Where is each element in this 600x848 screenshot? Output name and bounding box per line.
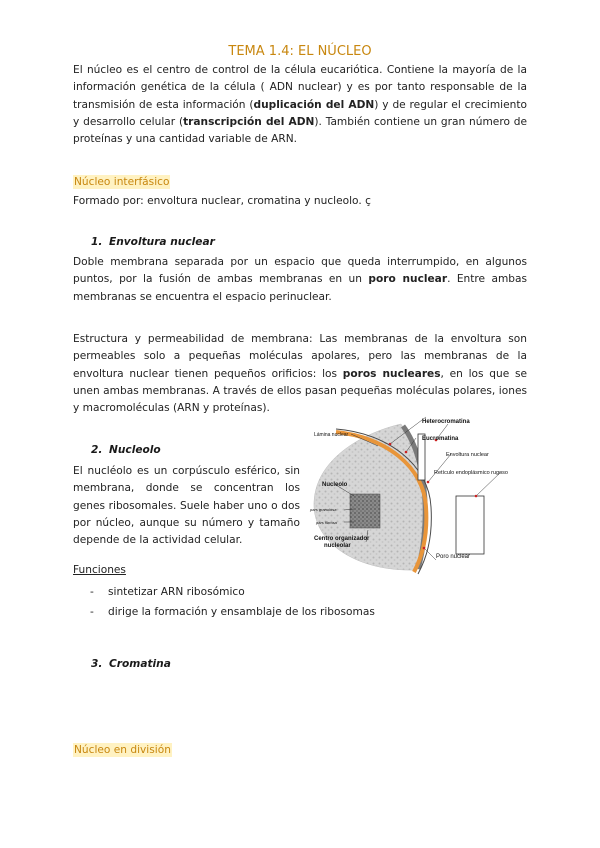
subheading-label: Cromatina (109, 658, 171, 670)
intro-text-3: ). También contiene un gran número de proteínas y una cantidad variable de ARN. (73, 115, 527, 146)
label-heterocromatina: Heterocromatina (422, 419, 470, 425)
intro-bold-2: transcripción del ADN (183, 115, 315, 128)
envoltura-paragraph-1 (73, 254, 527, 306)
subheading-cromatina (91, 657, 171, 671)
label-reticulo: Retículo endoplásmico rugoso (434, 470, 508, 476)
envoltura-paragraph-2 (73, 331, 527, 417)
subheading-number: 1. (91, 236, 103, 248)
label-lamina: Lámina nuclear (314, 432, 349, 438)
intro-paragraph (73, 62, 527, 148)
label-eucromatina: Eucromatina (422, 436, 459, 442)
nucleolus-shape (350, 494, 380, 528)
label-envoltura: Envoltura nuclear (446, 452, 489, 458)
section-heading-division: Núcleo en división (74, 744, 171, 756)
envoltura-text-4: , en los que se unen ambas membranas. A través de ellos pasan pequeñas moléculas polares, iones y macromoléculas (ARN y proteínas). (73, 367, 527, 415)
page-title: TEMA 1.4: EL NÚCLEO (228, 44, 372, 59)
subheading-number: 2. (91, 444, 103, 456)
rer-shape (456, 496, 484, 554)
subheading-nucleolo (91, 443, 161, 457)
section-interfasico-text: Formado por: envoltura nuclear, cromatina y nucleolo. ç (73, 195, 371, 207)
list-item: - dirige la formación y ensamblaje de los ribosomas (90, 602, 375, 622)
label-pars-fibrosa: pars fibrosa (316, 520, 337, 525)
envoltura-bold-2: poros nucleares (342, 367, 441, 380)
subheading-envoltura (91, 235, 215, 249)
intro-text-2: ) y de regular el crecimiento y desarrollo celular ( (73, 98, 527, 128)
label-centro: Centro organizador (314, 536, 370, 542)
subheading-label: Envoltura nuclear (109, 236, 215, 248)
section-heading-interfasico: Núcleo interfásico (74, 176, 170, 188)
intro-bold-1: duplicación del ADN (253, 98, 375, 111)
envoltura-text-3: Estructura y permeabilidad de membrana: Las membranas de la envoltura son permeables solo a pequeñas moléculas apolares, pero las membranas de la envoltura nuclear tienen pequeños orificios: los (73, 333, 527, 380)
nucleus-diagram (306, 412, 566, 578)
funciones-label: Funciones (73, 564, 126, 576)
list-item: - sintetizar ARN ribosómico (90, 582, 375, 602)
label-poro: Poro nuclear (436, 554, 471, 560)
envoltura-bold-1: poro nuclear (368, 273, 448, 286)
subheading-label: Nucleolo (109, 444, 161, 456)
funciones-list (90, 582, 375, 622)
label-nucleolo: Nucleolo (322, 482, 348, 488)
nucleolo-paragraph: El nucléolo es un corpúsculo esférico, sin membrana, donde se concentran los genes ribosomales. Suele haber uno o dos por núcleo, aunque su número y tamaño depende de la actividad celular. (73, 465, 300, 547)
label-pars-granulosa: pars granulosa (310, 507, 337, 512)
intro-text-1: El núcleo es el centro de control de la célula eucariótica. Contiene la mayoría de la información genética de la célula ( ADN nuclear) y es por tanto responsable de la transmisión de esta información ( (73, 64, 527, 111)
subheading-number: 3. (91, 658, 103, 670)
envoltura-text-2: . Entre ambas membranas se encuentra el espacio perinuclear. (73, 273, 528, 303)
label-centro-2: nucleolar (324, 543, 351, 549)
envoltura-text-1: Doble membrana separada por un espacio que queda interrumpido, en algunos puntos, por la fusión de ambas membranas en un (73, 256, 527, 286)
